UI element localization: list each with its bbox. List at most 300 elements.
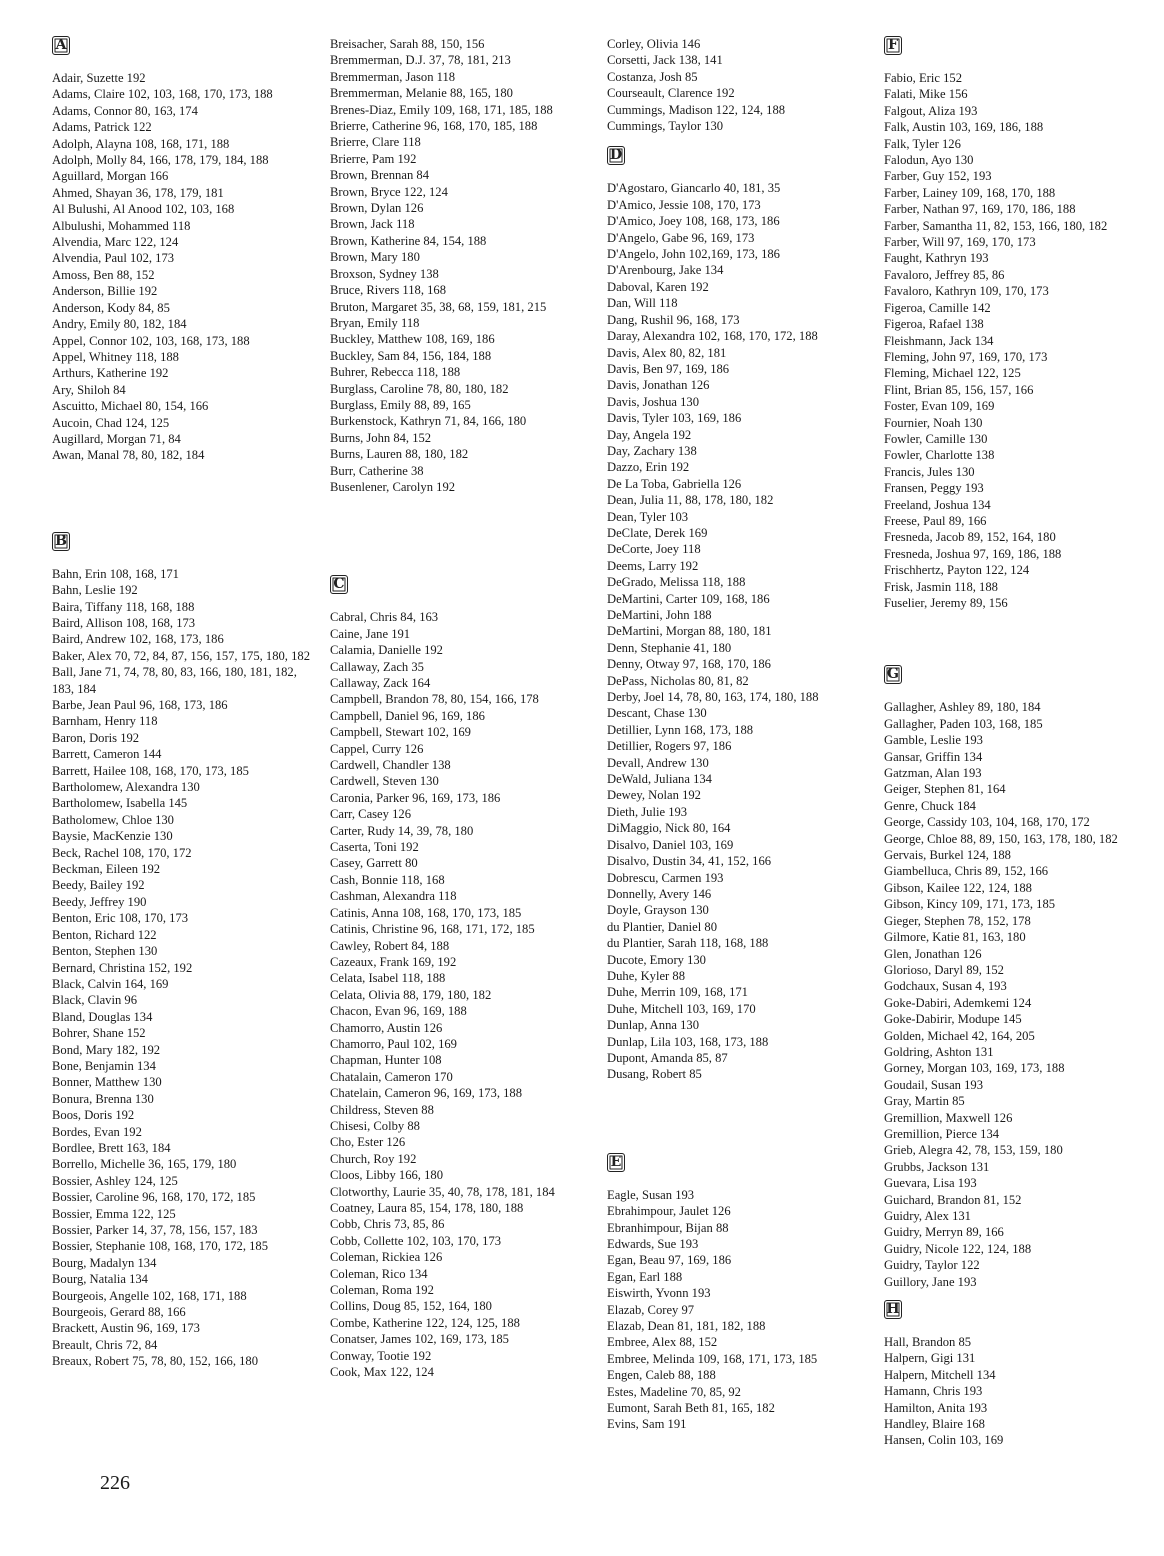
index-entry: Bruton, Margaret 35, 38, 68, 159, 181, 215	[330, 299, 547, 314]
index-entry: Brown, Dylan 126	[330, 201, 424, 216]
index-entry: Adams, Patrick 122	[52, 120, 152, 135]
index-entry: Day, Angela 192	[607, 427, 692, 442]
index-entry: Chisesi, Colby 88	[330, 1118, 420, 1133]
index-entry: Fleming, John 97, 169, 170, 173	[884, 349, 1048, 364]
index-entry: Borrello, Michelle 36, 165, 179, 180	[52, 1157, 237, 1172]
index-entry: Clotworthy, Laurie 35, 40, 78, 178, 181, 184	[330, 1184, 555, 1199]
index-entry: Barnham, Henry 118	[52, 714, 158, 729]
index-entry: Adams, Connor 80, 163, 174	[52, 103, 198, 118]
index-entry: Freese, Paul 89, 166	[884, 513, 987, 528]
index-entry: Breaux, Robert 75, 78, 80, 152, 166, 180	[52, 1354, 259, 1369]
index-entry: Appel, Connor 102, 103, 168, 173, 188	[52, 333, 250, 348]
index-entry: Chacon, Evan 96, 169, 188	[330, 1004, 467, 1019]
index-entry: Favaloro, Jeffrey 85, 86	[884, 267, 1005, 282]
index-entry: Coleman, Rico 134	[330, 1266, 428, 1281]
index-entry: Ary, Shiloh 84	[52, 382, 126, 397]
section-spacer	[52, 464, 322, 532]
index-entry: Arthurs, Katherine 192	[52, 366, 169, 381]
index-entry: Aucoin, Chad 124, 125	[52, 415, 170, 430]
index-entry: Buckley, Sam 84, 156, 184, 188	[330, 348, 492, 363]
index-entry: Buckley, Matthew 108, 169, 186	[330, 332, 495, 347]
index-entry: Adams, Claire 102, 103, 168, 170, 173, 188	[52, 87, 273, 102]
index-entry: Egan, Earl 188	[607, 1269, 683, 1284]
index-entry: Detillier, Rogers 97, 186	[607, 739, 732, 754]
index-entry: Cummings, Madison 122, 124, 188	[607, 102, 786, 117]
index-entry: du Plantier, Daniel 80	[607, 919, 718, 934]
index-entry: Fransen, Peggy 193	[884, 481, 984, 496]
index-entry: Brown, Mary 180	[330, 250, 420, 265]
index-entry: Bordlee, Brett 163, 184	[52, 1140, 171, 1155]
index-entry: Egan, Beau 97, 169, 186	[607, 1253, 732, 1268]
index-entry: Dupont, Amanda 85, 87	[607, 1050, 728, 1065]
index-entry: Dusang, Robert 85	[607, 1067, 702, 1082]
index-entry: Burglass, Caroline 78, 80, 180, 182	[330, 381, 509, 396]
index-entry: Bartholomew, Isabella 145	[52, 796, 188, 811]
index-entry: Bremmerman, Jason 118	[330, 69, 456, 84]
index-entry: Falgout, Aliza 193	[884, 103, 978, 118]
section-letter-glyph: C	[330, 575, 348, 594]
index-entry: George, Chloe 88, 89, 150, 163, 178, 180, 182	[884, 831, 1118, 846]
index-entry: Freeland, Joshua 134	[884, 497, 991, 512]
section-letter-f	[884, 36, 1154, 70]
index-entry: Davis, Jonathan 126	[607, 378, 710, 393]
index-entry: Disalvo, Daniel 103, 169	[607, 837, 734, 852]
index-entry: Ahmed, Shayan 36, 178, 179, 181	[52, 185, 224, 200]
index-entry: Courseault, Clarence 192	[607, 86, 735, 101]
index-entry: Cashman, Alexandra 118	[330, 889, 457, 904]
section-spacer	[607, 134, 877, 146]
index-entry: Cappel, Curry 126	[330, 741, 424, 756]
index-entry: Ebranhimpour, Bijan 88	[607, 1220, 729, 1235]
index-entry: Collins, Doug 85, 152, 164, 180	[330, 1299, 492, 1314]
index-entry: Burns, Lauren 88, 180, 182	[330, 447, 469, 462]
section-letter-d	[607, 146, 877, 180]
index-entry: Breault, Chris 72, 84	[52, 1337, 158, 1352]
index-entry: Duhe, Kyler 88	[607, 968, 685, 983]
section-letter-b	[52, 532, 322, 566]
index-entry: Cobb, Chris 73, 85, 86	[330, 1217, 445, 1232]
index-entry: Bremmerman, Melanie 88, 165, 180	[330, 86, 513, 101]
index-entry: Campbell, Daniel 96, 169, 186	[330, 708, 485, 723]
index-entry: Embree, Melinda 109, 168, 171, 173, 185	[607, 1351, 818, 1366]
index-entry: Campbell, Brandon 78, 80, 154, 166, 178	[330, 692, 539, 707]
index-entry: Eagle, Susan 193	[607, 1187, 695, 1202]
index-entry: Farber, Guy 152, 193	[884, 169, 992, 184]
index-entry: Guillory, Jane 193	[884, 1274, 977, 1289]
index-entry: DePass, Nicholas 80, 81, 82	[607, 673, 749, 688]
index-entry: Gatzman, Alan 193	[884, 766, 982, 781]
index-entry: Carr, Casey 126	[330, 807, 411, 822]
index-entry: Evins, Sam 191	[607, 1417, 687, 1432]
index-entry: D'Agostaro, Giancarlo 40, 181, 35	[607, 181, 781, 196]
index-entry: Broxson, Sydney 138	[330, 266, 439, 281]
index-entry: Davis, Tyler 103, 169, 186	[607, 411, 742, 426]
section-letter-glyph: E	[607, 1153, 625, 1172]
index-entry: Giambelluca, Chris 89, 152, 166	[884, 864, 1049, 879]
index-entry: D'Angelo, John 102,169, 173, 186	[607, 247, 780, 262]
index-entry: Brown, Katherine 84, 154, 188	[330, 233, 487, 248]
index-entry: Chapman, Hunter 108	[330, 1053, 442, 1068]
index-entry: Catinis, Christine 96, 168, 171, 172, 185	[330, 922, 535, 937]
index-entry: Caserta, Toni 192	[330, 840, 419, 855]
index-entry: Brown, Bryce 122, 124	[330, 184, 448, 199]
section-spacer	[330, 495, 600, 575]
index-entry: Edwards, Sue 193	[607, 1237, 699, 1251]
index-entry: Handley, Blaire 168	[884, 1417, 985, 1432]
index-entry: Bonura, Brenna 130	[52, 1091, 154, 1106]
index-entry: Brierre, Catherine 96, 168, 170, 185, 188	[330, 119, 538, 134]
index-entry: Campbell, Stewart 102, 169	[330, 725, 471, 740]
index-entry: Daray, Alexandra 102, 168, 170, 172, 188	[607, 329, 818, 344]
index-entry: Coatney, Laura 85, 154, 178, 180, 188	[330, 1201, 524, 1215]
index-entry: Chamorro, Austin 126	[330, 1020, 443, 1035]
index-entry: Fabio, Eric 152	[884, 71, 962, 85]
index-entry: Figeroa, Rafael 138	[884, 317, 984, 332]
section-spacer	[884, 1290, 1154, 1300]
index-entry: Bossier, Stephanie 108, 168, 170, 172, 185	[52, 1239, 269, 1254]
index-entry: Davis, Ben 97, 169, 186	[607, 361, 730, 376]
index-entry: Embree, Alex 88, 152	[607, 1335, 718, 1350]
index-entry: Dunlap, Anna 130	[607, 1018, 699, 1033]
index-entry: Adair, Suzette 192	[52, 71, 146, 85]
index-entry: Genre, Chuck 184	[884, 798, 976, 813]
index-entry: Dan, Will 118	[607, 296, 678, 311]
index-entry: DeMartini, Carter 109, 168, 186	[607, 591, 770, 606]
section-letter-h	[884, 1300, 1154, 1334]
index-entry: Faught, Kathryn 193	[884, 251, 989, 266]
section-letter-g	[884, 665, 1154, 699]
index-entry: Doyle, Grayson 130	[607, 903, 709, 918]
index-entry: D'Amico, Joey 108, 168, 173, 186	[607, 214, 780, 229]
index-entry: Baker, Alex 70, 72, 84, 87, 156, 157, 175, 180, 182	[52, 648, 310, 663]
index-entry: Coleman, Roma 192	[330, 1283, 434, 1298]
section-letter-glyph: F	[884, 36, 902, 55]
index-entry: Farber, Samantha 11, 82, 153, 166, 180, 182	[884, 218, 1108, 233]
index-entry: Dean, Julia 11, 88, 178, 180, 182	[607, 493, 774, 508]
index-entry: Beedy, Jeffrey 190	[52, 894, 147, 909]
index-entry: Bonner, Matthew 130	[52, 1075, 162, 1090]
index-entry: Anderson, Billie 192	[52, 284, 158, 299]
section-spacer	[884, 611, 1154, 665]
index-entry: Childress, Steven 88	[330, 1102, 434, 1117]
index-entry: Dang, Rushil 96, 168, 173	[607, 312, 740, 327]
index-entry: Gamble, Leslie 193	[884, 733, 983, 748]
section-spacer	[607, 1083, 877, 1153]
index-entry: Bossier, Ashley 124, 125	[52, 1173, 178, 1188]
page-number: 226	[100, 1472, 130, 1494]
index-entry: Augillard, Morgan 71, 84	[52, 431, 181, 446]
index-entry: Corley, Olivia 146	[607, 37, 701, 51]
index-entry: Combe, Katherine 122, 124, 125, 188	[330, 1315, 520, 1330]
index-entry: Black, Calvin 164, 169	[52, 976, 169, 991]
index-entry: Callaway, Zack 164	[330, 676, 431, 690]
index-entry: Cabral, Chris 84, 163	[330, 610, 439, 625]
index-entry: Baira, Tiffany 118, 168, 188	[52, 599, 195, 614]
index-entry: du Plantier, Sarah 118, 168, 188	[607, 936, 769, 951]
index-entry: D'Amico, Jessie 108, 170, 173	[607, 197, 761, 212]
index-entry: Hansen, Colin 103, 169	[884, 1433, 1004, 1448]
index-entry: Dunlap, Lila 103, 168, 173, 188	[607, 1034, 769, 1049]
index-entry: Fournier, Noah 130	[884, 415, 983, 430]
index-entry: Gremillion, Maxwell 126	[884, 1110, 1013, 1125]
index-entry: DeCorte, Joey 118	[607, 542, 701, 557]
index-entry: DeMartini, John 188	[607, 608, 712, 622]
index-entry: Gibson, Kailee 122, 124, 188	[884, 880, 1032, 895]
index-entry: Callaway, Zach 35	[330, 659, 424, 674]
index-entry: Ball, Jane 71, 74, 78, 80, 83, 166, 180, 181, 182, 183, 184	[52, 665, 297, 696]
index-entry: Davis, Alex 80, 82, 181	[607, 345, 727, 360]
index-entry: Dean, Tyler 103	[607, 509, 689, 524]
index-entry: Fleishmann, Jack 134	[884, 333, 994, 348]
index-entry: Goke-Dabiri, Ademkemi 124	[884, 995, 1032, 1010]
index-entry: Goudail, Susan 193	[884, 1077, 983, 1092]
index-entry: Elazab, Dean 81, 181, 182, 188	[607, 1319, 766, 1334]
index-entry: Carter, Rudy 14, 39, 78, 180	[330, 823, 474, 838]
index-entry: Baysie, MacKenzie 130	[52, 829, 173, 844]
index-entry: Grubbs, Jackson 131	[884, 1159, 990, 1174]
index-entry: Duhe, Mitchell 103, 169, 170	[607, 1001, 756, 1016]
index-entry: Brierre, Clare 118	[330, 135, 421, 150]
index-entry: Bourg, Natalia 134	[52, 1272, 148, 1287]
index-entry: Elazab, Corey 97	[607, 1302, 695, 1317]
index-entry: Glorioso, Daryl 89, 152	[884, 962, 1004, 977]
index-entry: Bryan, Emily 118	[330, 315, 420, 330]
index-entry: Disalvo, Dustin 34, 41, 152, 166	[607, 854, 772, 869]
index-entry: Eiswirth, Yvonn 193	[607, 1286, 711, 1301]
index-entry: Bland, Douglas 134	[52, 1009, 153, 1024]
index-entry: Falodun, Ayo 130	[884, 153, 974, 168]
index-entry: Casey, Garrett 80	[330, 856, 418, 871]
index-entry: Brenes-Diaz, Emily 109, 168, 171, 185, 188	[330, 102, 553, 117]
index-entry: DeWald, Juliana 134	[607, 772, 712, 787]
index-entry: Barrett, Cameron 144	[52, 747, 162, 762]
index-entry: Cho, Ester 126	[330, 1135, 406, 1150]
index-entry: Fuselier, Jeremy 89, 156	[884, 596, 1008, 610]
index-entry: Guidry, Alex 131	[884, 1209, 971, 1223]
index-entry: Gervais, Burkel 124, 188	[884, 848, 1011, 863]
index-entry: Bone, Benjamin 134	[52, 1058, 156, 1073]
index-entry: Day, Zachary 138	[607, 443, 697, 458]
index-entry: De La Toba, Gabriella 126	[607, 476, 742, 491]
index-column-2	[330, 36, 600, 1380]
index-entry: Farber, Lainey 109, 168, 170, 188	[884, 185, 1056, 200]
index-entry: Golden, Michael 42, 164, 205	[884, 1028, 1035, 1043]
index-entry: Goldring, Ashton 131	[884, 1044, 994, 1059]
index-entry: Farber, Nathan 97, 169, 170, 186, 188	[884, 202, 1076, 217]
section-letter-glyph: B	[52, 532, 70, 551]
index-entry: Catinis, Anna 108, 168, 170, 173, 185	[330, 905, 522, 920]
index-entry: Bourg, Madalyn 134	[52, 1255, 157, 1270]
index-entry: Guevara, Lisa 193	[884, 1176, 977, 1191]
index-entry: Celata, Olivia 88, 179, 180, 182	[330, 987, 492, 1002]
index-entry: Bernard, Christina 152, 192	[52, 960, 193, 975]
index-entry: Falati, Mike 156	[884, 87, 968, 102]
index-entry: Donnelly, Avery 146	[607, 886, 712, 901]
index-entry: Baron, Doris 192	[52, 730, 140, 745]
index-entry: Brierre, Pam 192	[330, 151, 417, 166]
index-entry: Busenlener, Carolyn 192	[330, 479, 456, 494]
index-entry: Conatser, James 102, 169, 173, 185	[330, 1332, 509, 1347]
index-entry: Corsetti, Jack 138, 141	[607, 53, 723, 68]
index-entry: Glen, Jonathan 126	[884, 946, 982, 961]
index-entry: Bremmerman, D.J. 37, 78, 181, 213	[330, 53, 511, 68]
index-entry: Detillier, Lynn 168, 173, 188	[607, 722, 754, 737]
index-entry: D'Arenbourg, Jake 134	[607, 263, 724, 278]
index-entry: Bahn, Erin 108, 168, 171	[52, 566, 179, 581]
index-entry: Favaloro, Kathryn 109, 170, 173	[884, 284, 1049, 299]
index-entry: Buhrer, Rebecca 118, 188	[330, 365, 461, 380]
index-entry: Bruce, Rivers 118, 168	[330, 283, 447, 298]
index-entry: Halpern, Gigi 131	[884, 1351, 976, 1366]
index-entry: Bohrer, Shane 152	[52, 1026, 146, 1041]
index-entry: Frischhertz, Payton 122, 124	[884, 563, 1030, 578]
index-entry: Bossier, Emma 122, 125	[52, 1206, 176, 1221]
section-letter-glyph: H	[884, 1300, 902, 1319]
section-letter-c	[330, 575, 600, 609]
index-entry: Calamia, Danielle 192	[330, 643, 443, 658]
index-column-3	[607, 36, 877, 1433]
index-entry: Engen, Caleb 88, 188	[607, 1368, 716, 1383]
index-entry: Chamorro, Paul 102, 169	[330, 1036, 457, 1051]
index-entry: Foster, Evan 109, 169	[884, 399, 995, 414]
index-entry: Fowler, Charlotte 138	[884, 448, 995, 463]
index-entry: Dazzo, Erin 192	[607, 460, 690, 475]
index-entry: Hall, Brandon 85	[884, 1335, 972, 1350]
index-entry: Estes, Madeline 70, 85, 92	[607, 1384, 741, 1399]
index-entry: Fresneda, Joshua 97, 169, 186, 188	[884, 546, 1062, 561]
index-entry: Godchaux, Susan 4, 193	[884, 979, 1007, 994]
index-entry: Brown, Brennan 84	[330, 168, 429, 183]
index-entry: Cardwell, Chandler 138	[330, 758, 451, 773]
index-entry: Bartholomew, Alexandra 130	[52, 780, 200, 795]
index-entry: Daboval, Karen 192	[607, 279, 709, 294]
index-entry: Francis, Jules 130	[884, 464, 975, 479]
index-entry: Bahn, Leslie 192	[52, 583, 138, 598]
index-entry: Anderson, Kody 84, 85	[52, 300, 170, 315]
index-entry: Gray, Martin 85	[884, 1094, 965, 1109]
index-entry: Chatelain, Cameron 96, 169, 173, 188	[330, 1086, 523, 1101]
section-letter-glyph: G	[884, 665, 902, 684]
index-entry: Descant, Chase 130	[607, 706, 707, 721]
index-entry: Burkenstock, Kathryn 71, 84, 166, 180	[330, 414, 527, 429]
index-entry: Figeroa, Camille 142	[884, 300, 991, 315]
index-entry: Cloos, Libby 166, 180	[330, 1168, 443, 1183]
index-entry: George, Cassidy 103, 104, 168, 170, 172	[884, 815, 1090, 830]
index-entry: Brown, Jack 118	[330, 217, 415, 232]
index-column-1	[52, 36, 322, 1370]
index-entry: Ascuitto, Michael 80, 154, 166	[52, 399, 209, 414]
index-entry: Cardwell, Steven 130	[330, 774, 439, 789]
index-entry: Cummings, Taylor 130	[607, 119, 724, 134]
index-entry: Coleman, Rickiea 126	[330, 1250, 443, 1265]
index-entry: Bossier, Caroline 96, 168, 170, 172, 185	[52, 1190, 256, 1205]
index-entry: Burns, John 84, 152	[330, 430, 432, 445]
index-entry: Caine, Jane 191	[330, 626, 411, 641]
index-entry: Brackett, Austin 96, 169, 173	[52, 1321, 200, 1336]
section-letter-a	[52, 36, 322, 70]
section-letter-glyph: D	[607, 146, 625, 165]
index-entry: Bossier, Parker 14, 37, 78, 156, 157, 183	[52, 1223, 258, 1237]
index-entry: Fowler, Camille 130	[884, 431, 988, 446]
index-entry: Barbe, Jean Paul 96, 168, 173, 186	[52, 698, 228, 712]
index-entry: Costanza, Josh 85	[607, 69, 698, 84]
index-entry: Beck, Rachel 108, 170, 172	[52, 845, 192, 860]
index-entry: DeGrado, Melissa 118, 188	[607, 575, 746, 590]
index-entry: Beedy, Bailey 192	[52, 878, 145, 893]
index-entry: Cash, Bonnie 118, 168	[330, 872, 445, 887]
index-entry: Black, Clavin 96	[52, 993, 137, 1008]
index-entry: Benton, Stephen 130	[52, 944, 158, 959]
index-entry: Gallagher, Ashley 89, 180, 184	[884, 700, 1041, 715]
index-entry: Burr, Catherine 38	[330, 463, 424, 478]
index-entry: Duhe, Merrin 109, 168, 171	[607, 985, 748, 1000]
index-entry: Guidry, Taylor 122	[884, 1258, 980, 1273]
index-entry: Bourgeois, Gerard 88, 166	[52, 1305, 186, 1320]
index-entry: Bond, Mary 182, 192	[52, 1042, 161, 1057]
index-entry: Gibson, Kincy 109, 171, 173, 185	[884, 897, 1056, 912]
index-entry: Frisk, Jasmin 118, 188	[884, 579, 998, 594]
index-entry: Geiger, Stephen 81, 164	[884, 782, 1006, 797]
index-entry: Gilmore, Katie 81, 163, 180	[884, 930, 1026, 945]
index-entry: DiMaggio, Nick 80, 164	[607, 821, 731, 836]
index-entry: Amoss, Ben 88, 152	[52, 267, 155, 282]
index-entry: Denny, Otway 97, 168, 170, 186	[607, 657, 771, 672]
index-entry: Burglass, Emily 88, 89, 165	[330, 397, 471, 412]
index-entry: Church, Roy 192	[330, 1151, 417, 1166]
index-entry: Guichard, Brandon 81, 152	[884, 1192, 1022, 1207]
index-entry: D'Angelo, Gabe 96, 169, 173	[607, 230, 755, 245]
index-entry: Alvendia, Marc 122, 124	[52, 235, 179, 250]
index-entry: DeClate, Derek 169	[607, 525, 708, 540]
section-letter-glyph: A	[52, 36, 70, 55]
index-entry: Denn, Stephanie 41, 180	[607, 640, 732, 655]
index-entry: Cobb, Collette 102, 103, 170, 173	[330, 1233, 502, 1248]
index-entry: Cook, Max 122, 124	[330, 1365, 434, 1380]
section-letter-e	[607, 1153, 877, 1187]
index-entry: Awan, Manal 78, 80, 182, 184	[52, 448, 205, 463]
index-entry: Barrett, Hailee 108, 168, 170, 173, 185	[52, 763, 249, 778]
index-entry: Derby, Joel 14, 78, 80, 163, 174, 180, 188	[607, 690, 819, 705]
index-entry: Adolph, Molly 84, 166, 178, 179, 184, 188	[52, 153, 269, 168]
index-entry: Breisacher, Sarah 88, 150, 156	[330, 37, 485, 51]
index-entry: Boos, Doris 192	[52, 1108, 135, 1123]
index-entry: Fresneda, Jacob 89, 152, 164, 180	[884, 530, 1056, 545]
index-entry: Caronia, Parker 96, 169, 173, 186	[330, 790, 501, 805]
index-entry: Batholomew, Chloe 130	[52, 812, 174, 827]
index-entry: Benton, Richard 122	[52, 927, 157, 942]
index-entry: Gallagher, Paden 103, 168, 185	[884, 716, 1043, 731]
index-entry: Gorney, Morgan 103, 169, 173, 188	[884, 1061, 1065, 1076]
index-entry: Albulushi, Mohammed 118	[52, 218, 191, 233]
index-entry: Andry, Emily 80, 182, 184	[52, 317, 187, 332]
index-entry: Dewey, Nolan 192	[607, 788, 701, 803]
index-entry: Appel, Whitney 118, 188	[52, 349, 179, 364]
index-entry: Gansar, Griffin 134	[884, 749, 983, 764]
index-entry: Ducote, Emory 130	[607, 952, 706, 967]
index-entry: Baird, Allison 108, 168, 173	[52, 615, 196, 630]
index-entry: Al Bulushi, Al Anood 102, 103, 168	[52, 202, 235, 217]
index-entry: Flint, Brian 85, 156, 157, 166	[884, 382, 1034, 397]
index-entry: Hamilton, Anita 193	[884, 1400, 988, 1415]
index-entry: Cawley, Robert 84, 188	[330, 938, 450, 953]
index-column-4	[884, 36, 1154, 1449]
index-entry: Grieb, Alegra 42, 78, 153, 159, 180	[884, 1143, 1063, 1158]
index-entry: Adolph, Alayna 108, 168, 171, 188	[52, 136, 230, 151]
index-entry: Conway, Tootie 192	[330, 1348, 432, 1363]
index-entry: Cazeaux, Frank 169, 192	[330, 954, 457, 969]
index-entry: Devall, Andrew 130	[607, 755, 709, 770]
index-entry: Baird, Andrew 102, 168, 173, 186	[52, 632, 224, 647]
